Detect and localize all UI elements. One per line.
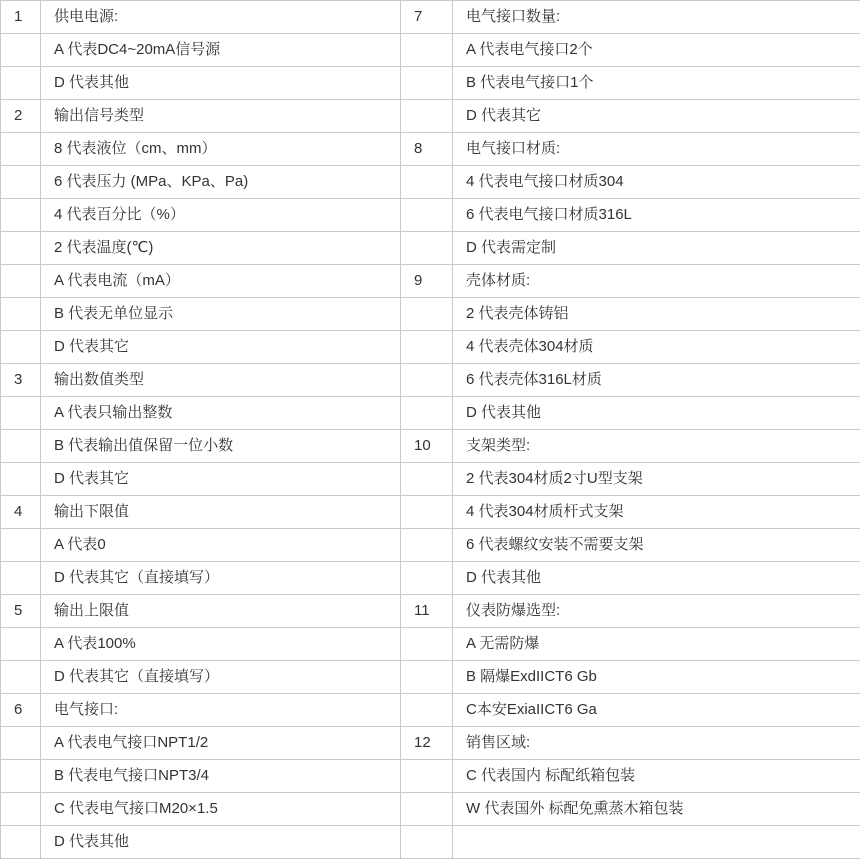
index-cell-left: 5 (1, 595, 41, 628)
option-cell-right: C 代表国内 标配纸箱包装 (453, 760, 860, 793)
index-cell-left (1, 199, 41, 232)
index-cell-left (1, 727, 41, 760)
option-cell-left: A 代表电气接口NPT1/2 (41, 727, 401, 760)
option-cell-left: 输出信号类型 (41, 100, 401, 133)
option-cell-left: B 代表电气接口NPT3/4 (41, 760, 401, 793)
index-cell-right: 12 (401, 727, 453, 760)
spec-row (1, 34, 860, 67)
index-cell-right (401, 397, 453, 430)
spec-row (1, 100, 860, 133)
option-cell-right: 6 代表电气接口材质316L (453, 199, 860, 232)
option-cell-right: 4 代表壳体304材质 (453, 331, 860, 364)
option-cell-right: 4 代表电气接口材质304 (453, 166, 860, 199)
spec-row (1, 397, 860, 430)
index-cell-right (401, 34, 453, 67)
option-cell-right: 壳体材质: (453, 265, 860, 298)
index-cell-left (1, 298, 41, 331)
option-cell-left: B 代表无单位显示 (41, 298, 401, 331)
index-cell-right (401, 331, 453, 364)
option-cell-left: 2 代表温度(℃) (41, 232, 401, 265)
index-cell-right (401, 463, 453, 496)
spec-row (1, 265, 860, 298)
option-cell-right: 销售区域: (453, 727, 860, 760)
index-cell-left (1, 793, 41, 826)
option-cell-right: 支架类型: (453, 430, 860, 463)
index-cell-right (401, 232, 453, 265)
index-cell-left (1, 166, 41, 199)
index-cell-right: 10 (401, 430, 453, 463)
option-cell-right: D 代表需定制 (453, 232, 860, 265)
index-cell-right: 8 (401, 133, 453, 166)
option-cell-left: D 代表其他 (41, 67, 401, 100)
option-cell-left: D 代表其它 (41, 463, 401, 496)
option-cell-right: A 代表电气接口2个 (453, 34, 860, 67)
index-cell-left (1, 331, 41, 364)
index-cell-left (1, 826, 41, 859)
spec-row (1, 694, 860, 727)
spec-table-body (1, 1, 860, 859)
spec-row (1, 331, 860, 364)
index-cell-left (1, 529, 41, 562)
index-cell-right: 11 (401, 595, 453, 628)
index-cell-left (1, 661, 41, 694)
index-cell-right (401, 529, 453, 562)
index-cell-right (401, 298, 453, 331)
index-cell-right: 9 (401, 265, 453, 298)
spec-row (1, 628, 860, 661)
option-cell-right: 2 代表304材质2寸U型支架 (453, 463, 860, 496)
spec-row (1, 232, 860, 265)
option-cell-right: C本安ExiaIICT6 Ga (453, 694, 860, 727)
option-cell-right: 6 代表螺纹安装不需要支架 (453, 529, 860, 562)
option-cell-left: B 代表输出值保留一位小数 (41, 430, 401, 463)
index-cell-left (1, 760, 41, 793)
index-cell-left: 1 (1, 1, 41, 34)
spec-row (1, 298, 860, 331)
option-cell-right (453, 826, 860, 859)
option-cell-left: A 代表电流（mA） (41, 265, 401, 298)
option-cell-left: D 代表其它 (41, 331, 401, 364)
spec-row (1, 595, 860, 628)
option-cell-left: 6 代表压力 (MPa、KPa、Pa) (41, 166, 401, 199)
option-cell-right: D 代表其它 (453, 100, 860, 133)
index-cell-right (401, 694, 453, 727)
option-cell-left: 输出上限值 (41, 595, 401, 628)
option-cell-right: 电气接口材质: (453, 133, 860, 166)
index-cell-right (401, 166, 453, 199)
index-cell-left (1, 628, 41, 661)
option-cell-left: D 代表其它（直接填写） (41, 562, 401, 595)
index-cell-left: 6 (1, 694, 41, 727)
spec-row (1, 166, 860, 199)
option-cell-right: 4 代表304材质杆式支架 (453, 496, 860, 529)
index-cell-right (401, 199, 453, 232)
spec-row (1, 727, 860, 760)
option-cell-right: B 隔爆ExdIICT6 Gb (453, 661, 860, 694)
option-cell-right: D 代表其他 (453, 397, 860, 430)
index-cell-left (1, 34, 41, 67)
spec-row (1, 199, 860, 232)
index-cell-right (401, 100, 453, 133)
index-cell-left (1, 562, 41, 595)
index-cell-right (401, 793, 453, 826)
spec-row (1, 793, 860, 826)
spec-row (1, 463, 860, 496)
spec-row (1, 430, 860, 463)
option-cell-right: A 无需防爆 (453, 628, 860, 661)
spec-row (1, 562, 860, 595)
spec-row (1, 496, 860, 529)
index-cell-left (1, 265, 41, 298)
index-cell-right (401, 628, 453, 661)
spec-row (1, 760, 860, 793)
index-cell-right (401, 67, 453, 100)
option-cell-left: 4 代表百分比（%） (41, 199, 401, 232)
index-cell-right (401, 364, 453, 397)
option-cell-left: D 代表其他 (41, 826, 401, 859)
index-cell-left (1, 67, 41, 100)
index-cell-right: 7 (401, 1, 453, 34)
option-cell-left: 电气接口: (41, 694, 401, 727)
option-cell-right: D 代表其他 (453, 562, 860, 595)
index-cell-left (1, 463, 41, 496)
spec-row (1, 364, 860, 397)
index-cell-right (401, 562, 453, 595)
index-cell-left: 2 (1, 100, 41, 133)
index-cell-left: 3 (1, 364, 41, 397)
option-cell-right: 仪表防爆选型: (453, 595, 860, 628)
spec-row (1, 661, 860, 694)
spec-row (1, 67, 860, 100)
option-cell-left: 输出下限值 (41, 496, 401, 529)
index-cell-right (401, 760, 453, 793)
spec-row (1, 529, 860, 562)
option-cell-left: 供电电源: (41, 1, 401, 34)
index-cell-left (1, 397, 41, 430)
option-cell-left: D 代表其它（直接填写） (41, 661, 401, 694)
index-cell-left (1, 232, 41, 265)
index-cell-left (1, 133, 41, 166)
option-cell-left: A 代表100% (41, 628, 401, 661)
spec-row (1, 826, 860, 859)
option-cell-left: C 代表电气接口M20×1.5 (41, 793, 401, 826)
option-cell-right: B 代表电气接口1个 (453, 67, 860, 100)
option-cell-left: 8 代表液位（cm、mm） (41, 133, 401, 166)
index-cell-left: 4 (1, 496, 41, 529)
option-cell-right: 2 代表壳体铸铝 (453, 298, 860, 331)
option-cell-right: 电气接口数量: (453, 1, 860, 34)
index-cell-right (401, 661, 453, 694)
spec-row (1, 133, 860, 166)
option-cell-left: A 代表0 (41, 529, 401, 562)
index-cell-right (401, 496, 453, 529)
spec-row (1, 1, 860, 34)
option-cell-left: A 代表只输出整数 (41, 397, 401, 430)
option-cell-left: 输出数值类型 (41, 364, 401, 397)
index-cell-left (1, 430, 41, 463)
index-cell-right (401, 826, 453, 859)
option-cell-right: 6 代表壳体316L材质 (453, 364, 860, 397)
option-cell-left: A 代表DC4~20mA信号源 (41, 34, 401, 67)
option-cell-right: W 代表国外 标配免熏蒸木箱包装 (453, 793, 860, 826)
